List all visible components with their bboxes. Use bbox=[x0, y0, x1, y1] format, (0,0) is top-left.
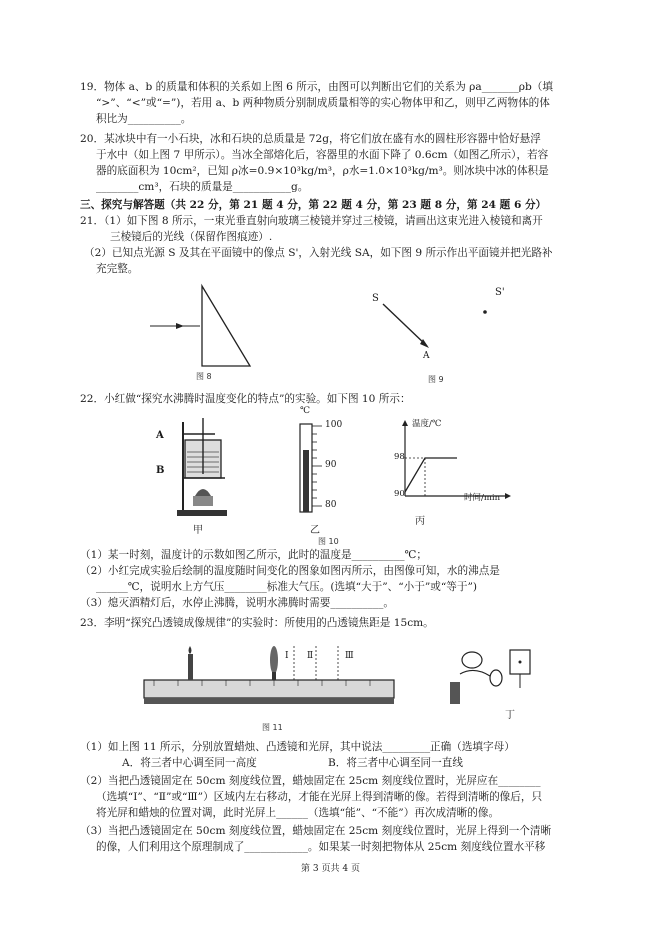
q23-answer-6: 的像，人们利用这个原理制成了____________。如果某一时刻把物体从 25cm 刻度线位置水平移 bbox=[96, 841, 546, 853]
q23-answer-1: （1）如上图 11 所示，分别放置蜡烛、凸透镜和光屏，其中说法_________正确（选填字母） bbox=[80, 741, 515, 753]
q21-line-3: （2）已知点光源 S 及其在平面镜中的像点 S'，入射光线 SA，如下图 9 所示作出平面镜并把光路补 bbox=[84, 247, 553, 259]
q23-answer-3: （选填“Ⅰ”、“Ⅱ”或“Ⅲ”）区域内左右移动，才能在光屏上得到清晰的像。若得到清晰的像后，只 bbox=[96, 791, 543, 803]
graph-y-label: 温度/℃ bbox=[412, 419, 442, 429]
region-1: Ⅰ bbox=[285, 651, 289, 661]
label-a-apparatus: A bbox=[156, 430, 164, 441]
q22-line-1: 22．小红做“探究水沸腾时温度变化的特点”的实验。如下图 10 所示： bbox=[80, 393, 411, 405]
figure-8-prism bbox=[140, 282, 270, 382]
label-a: A bbox=[423, 351, 430, 361]
figure-8-caption: 图 8 bbox=[196, 372, 212, 381]
figure-10-bing: 丙 bbox=[415, 516, 425, 527]
figure-ding: 丁 bbox=[505, 710, 515, 721]
region-2: Ⅱ bbox=[307, 651, 314, 661]
q23-answer-2: （2）当把凸透镜固定在 50cm 刻度线位置，蜡烛固定在 25cm 刻度线位置时，光屏应在________ bbox=[80, 775, 541, 787]
q22-answer-1: （1）某一时刻，温度计的示数如图乙所示，此时的温度是__________℃； bbox=[80, 549, 427, 561]
tick-90: 90 bbox=[325, 460, 337, 470]
q21-line-2: 三棱镜后的光线（保留作图痕迹）. bbox=[110, 231, 273, 243]
q19-line-1: 19．物体 a、b 的质量和体积的关系如上图 6 所示，由图可以判断出它们的关系为 ρa_______ρb（填 bbox=[80, 81, 553, 93]
label-b-apparatus: B bbox=[156, 465, 165, 476]
q19-line-3: 积比为__________。 bbox=[96, 113, 192, 125]
label-s-prime: S' bbox=[495, 287, 505, 298]
region-3: Ⅲ bbox=[345, 651, 354, 661]
q19-line-2: “>”、“<”或“=”)，若用 a、b 两种物质分别制成质量相等的实心物体甲和乙，则甲乙两物体的体 bbox=[96, 97, 550, 109]
q22-answer-4: （3）熄灭酒精灯后，水停止沸腾，说明水沸腾时需要__________。 bbox=[80, 597, 394, 609]
q20-line-3: 器的底面积为 10cm²，已知 ρ冰=0.9×10³kg/m³，ρ水=1.0×10³kg/m³。则冰块中冰的体积是 bbox=[96, 165, 549, 177]
graph-90: 90 bbox=[394, 489, 405, 499]
page-footer: 第 3 页共 4 页 bbox=[301, 864, 360, 874]
q23-answer-5: （3）当把凸透镜固定在 50cm 刻度线位置，蜡烛固定在 25cm 刻度线位置时，光屏上得到一个清晰 bbox=[80, 825, 552, 837]
graph-98: 98 bbox=[394, 452, 405, 462]
q23-line-1: 23．李明“探究凸透镜成像规律”的实验时：所使用的凸透镜焦距是 15cm。 bbox=[80, 617, 434, 629]
figure-10-caption: 图 10 bbox=[318, 537, 339, 546]
q23-option-a: A．将三者中心调至同一高度 bbox=[122, 757, 257, 769]
q20-line-2: 于水中（如上图 7 甲所示）。当冰全部熔化后，容器里的水面下降了 0.6cm（如图乙所示），若容 bbox=[96, 149, 549, 161]
tick-80: 80 bbox=[325, 500, 337, 510]
q22-answer-3: ______℃，说明水上方气压________标准大气压。(选填“大于”、“小于”或“等于”) bbox=[96, 581, 478, 593]
optical-bench bbox=[140, 640, 400, 720]
q23-option-b: B．将三者中心调至同一直线 bbox=[328, 757, 463, 769]
figure-10-jia: 甲 bbox=[193, 525, 203, 536]
q22-answer-2: （2）小红完成实验后绘制的温度随时间变化的图象如图丙所示，由图像可知，水的沸点是 bbox=[80, 565, 500, 577]
figure-ding-setup bbox=[440, 632, 540, 718]
graph-x-label: 时间/min bbox=[464, 493, 501, 503]
tick-100: 100 bbox=[325, 420, 343, 430]
thermometer-unit: ℃ bbox=[300, 406, 311, 416]
figure-10-apparatus bbox=[155, 412, 245, 522]
q20-line-4: ________cm³，石块的质量是___________g。 bbox=[96, 181, 309, 193]
q21-line-1: 21．（1）如下图 8 所示，一束光垂直射向玻璃三棱镜并穿过三棱镜，请画出这束光进入棱镜和离开 bbox=[80, 215, 543, 227]
figure-11-caption: 图 11 bbox=[262, 723, 283, 732]
q23-answer-4: 将光屏和蜡烛的位置对调，此时光屏上______（选填“能”、“不能”）再次成清晰的像。 bbox=[96, 807, 500, 819]
q20-line-1: 20．某冰块中有一小石块，冰和石块的总质量是 72g，将它们放在盛有水的圆柱形容器中恰好悬浮 bbox=[80, 133, 541, 145]
label-s: S bbox=[372, 293, 379, 304]
q21-line-4: 充完整。 bbox=[96, 263, 139, 275]
figure-9-caption: 图 9 bbox=[428, 375, 444, 384]
section-3-heading: 三、探究与解答题（共 22 分，第 21 题 4 分，第 22 题 4 分，第 23 题 8 分，第 24 题 6 分） bbox=[80, 199, 547, 211]
figure-10-yi: 乙 bbox=[310, 525, 320, 536]
